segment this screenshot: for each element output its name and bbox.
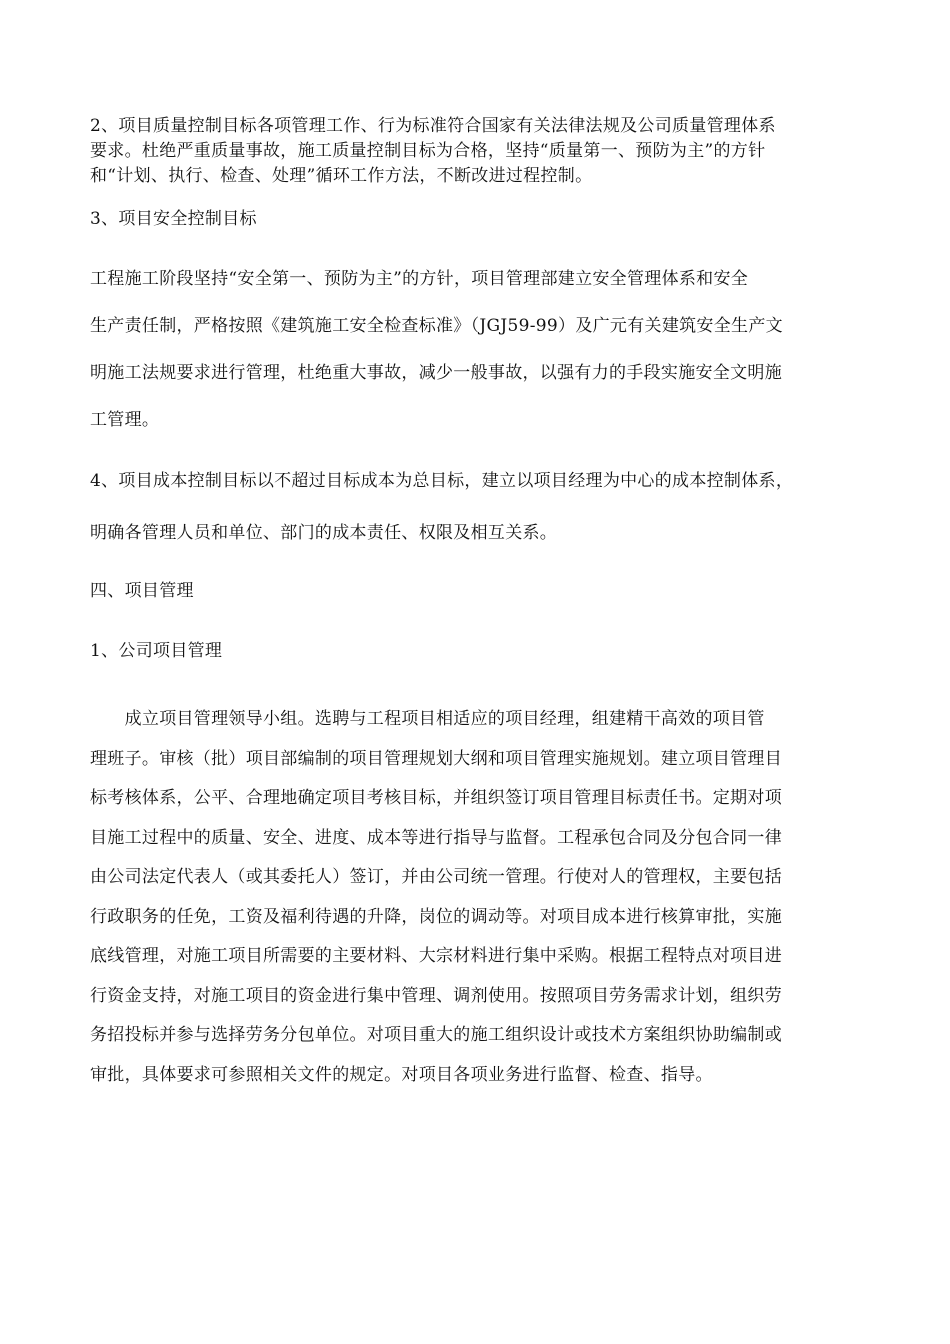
paragraph-line: 成立项目管理领导小组。选聘与工程项目相适应的项目经理，组建精干高效的项目管 — [90, 709, 765, 729]
paragraph-line: 生产责任制，严格按照《建筑施工安全检查标准》（JGJ59-99）及广元有关建筑安全生产文 — [90, 316, 783, 336]
cost-target-paragraph — [90, 455, 865, 559]
paragraph-line: 审批，具体要求可参照相关文件的规定。对项目各项业务进行监督、检查、指导。 — [90, 1064, 713, 1085]
paragraph-line: 明确各管理人员和单位、部门的成本责任、权限及相互关系。 — [90, 523, 558, 543]
paragraph-line: 目施工过程中的质量、安全、进度、成本等进行指导与监督。工程承包合同及分包合同一律 — [90, 827, 782, 848]
section4-heading-block — [90, 568, 865, 615]
safety-heading-block — [90, 196, 865, 243]
paragraph-line: 行政职务的任免，工资及福利待遇的升降，岗位的调动等。对项目成本进行核算审批，实施 — [90, 906, 782, 927]
paragraph-line: 要求。杜绝严重质量事故，施工质量控制目标为合格，坚持“质量第一、预防为主”的方针 — [90, 141, 766, 161]
safety-target-heading: 3、项目安全控制目标 — [90, 209, 257, 229]
paragraph-line: 工管理。 — [90, 410, 160, 430]
paragraph-line: 务招投标并参与选择劳务分包单位。对项目重大的施工组织设计或技术方案组织协助编制或 — [90, 1025, 782, 1045]
quality-target-paragraph — [90, 114, 865, 189]
paragraph-line: 由公司法定代表人（或其委托人）签订，并由公司统一管理。行使对人的管理权，主要包括 — [90, 867, 782, 887]
paragraph-line: 底线管理，对施工项目所需要的主要材料、大宗材料进行集中采购。根据工程特点对项目进 — [90, 946, 782, 966]
safety-target-paragraph — [90, 256, 865, 444]
section-heading: 四、项目管理 — [90, 581, 194, 601]
paragraph-line: 行资金支持，对施工项目的资金进行集中管理、调剂使用。按照项目劳务需求计划，组织劳 — [90, 985, 782, 1006]
paragraph-line: 工程施工阶段坚持“安全第一、预防为主”的方针，项目管理部建立安全管理体系和安全 — [90, 269, 749, 289]
paragraph-line: 理班子。审核（批）项目部编制的项目管理规划大纲和项目管理实施规划。建立项目管理目 — [90, 748, 782, 769]
paragraph-line: 2、项目质量控制目标各项管理工作、行为标准符合国家有关法律法规及公司质量管理体系 — [90, 116, 776, 136]
paragraph-line: 明施工法规要求进行管理，杜绝重大事故，减少一般事故，以强有力的手段实施安全文明施 — [90, 363, 782, 383]
subsection-heading: 1、公司项目管理 — [90, 641, 223, 661]
paragraph-line: 4、项目成本控制目标以不超过目标成本为总目标，建立以项目经理为中心的成本控制体系， — [90, 471, 794, 491]
company-heading-block — [90, 628, 865, 675]
company-management-paragraph — [90, 700, 865, 1095]
paragraph-line: 和“计划、执行、检查、处理”循环工作方法，不断改进过程控制。 — [90, 166, 593, 186]
paragraph-line: 标考核体系，公平、合理地确定项目考核目标，并组织签订项目管理目标责任书。定期对项 — [90, 788, 782, 808]
